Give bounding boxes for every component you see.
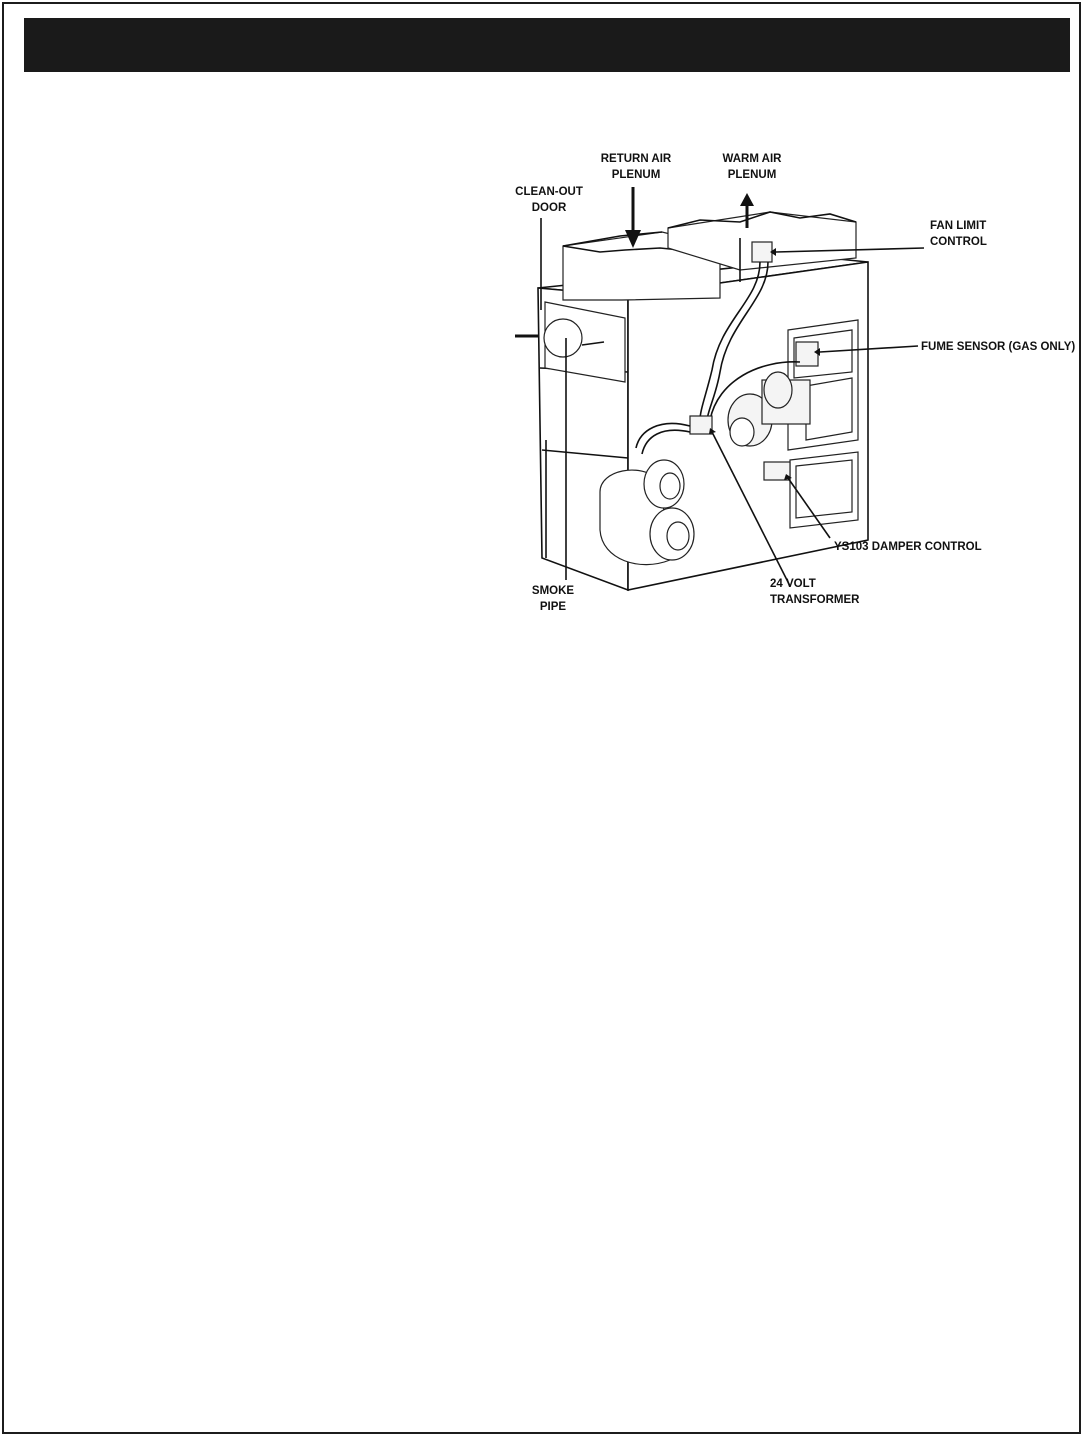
label-fume-sensor: FUME SENSOR (GAS ONLY) [921,341,1076,353]
label-clean-out-2: DOOR [531,202,567,214]
label-fan-limit-1: FAN LIMIT [930,220,987,232]
label-fan-limit-2: CONTROL [930,236,987,248]
label-smoke-pipe-2: PIPE [539,601,567,613]
label-smoke-pipe-1: SMOKE [531,585,575,597]
label-warm-air-2: PLENUM [727,169,777,181]
blower [600,460,694,565]
label-damper-control: YS103 DAMPER CONTROL [834,541,982,553]
label-clean-out-1: CLEAN-OUT [515,186,583,198]
label-transformer-2: TRANSFORMER [770,594,860,606]
label-transformer-1: 24 VOLT [770,578,816,590]
furnace-diagram [505,140,1080,630]
header-bar [24,18,1070,72]
transformer-box [690,416,712,434]
label-return-air-1: RETURN AIR [600,153,672,165]
label-warm-air-1: WARM AIR [722,153,782,165]
label-return-air-2: PLENUM [611,169,661,181]
